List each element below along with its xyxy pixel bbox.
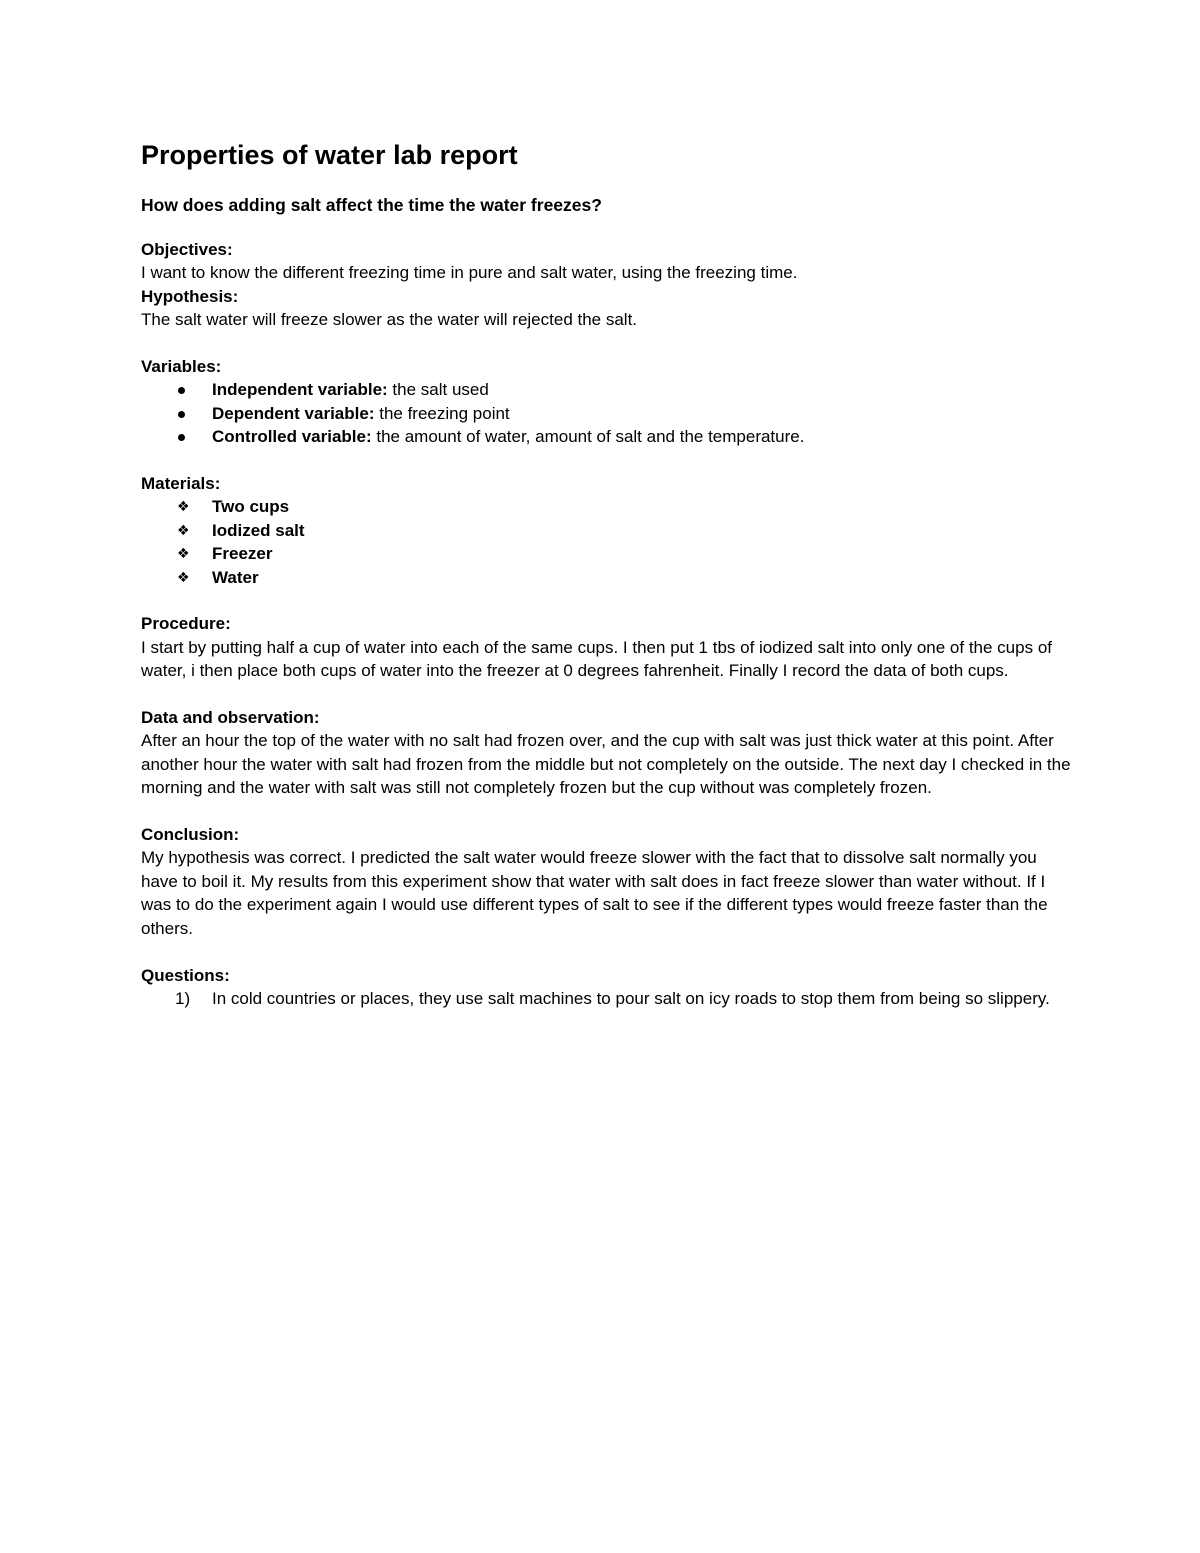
spacer	[141, 217, 1071, 238]
bullet-icon	[178, 411, 185, 418]
list-item	[141, 378, 1071, 401]
variable-label: Controlled variable:	[212, 427, 372, 447]
questions-heading: Questions:	[141, 965, 230, 985]
variable-label: Independent variable:	[212, 380, 388, 400]
diamond-bullet-icon: ❖	[177, 568, 190, 585]
variable-text: the freezing point	[374, 403, 510, 423]
variables-heading: Variables:	[141, 357, 222, 377]
document-page	[141, 138, 1071, 1010]
variables-list	[141, 378, 1071, 448]
conclusion-text: My hypothesis was correct. I predicted the salt water would freeze slower with the fact that to dissolve salt normally you have to boil it. My results from this experiment show that water with salt does in fact freeze slower than water without. If I was to do the experiment again I would use different types of salt to see if the different types would freeze faster than the others.	[141, 848, 1048, 938]
bullet-icon	[178, 387, 185, 394]
list-item	[141, 425, 1071, 448]
list-item	[141, 519, 1071, 542]
procedure-text: I start by putting half a cup of water into each of the same cups. I then put 1 tbs of iodized salt into only one of the cups of water, i then place both cups of water into the freezer at 0 degrees fahrenheit. Finally I record the data of both cups.	[141, 637, 1052, 681]
material-item: Water	[212, 567, 259, 587]
question-text: In cold countries or places, they use salt machines to pour salt on icy roads to stop them from being so slippery.	[212, 988, 1050, 1008]
spacer	[141, 683, 1071, 706]
list-item	[141, 402, 1071, 425]
diamond-bullet-icon: ❖	[177, 521, 190, 538]
variable-label: Dependent variable:	[212, 403, 375, 423]
variable-text: the salt used	[387, 380, 489, 400]
questions-list	[141, 987, 1071, 1010]
spacer	[141, 589, 1071, 612]
document-title: Properties of water lab report	[141, 140, 518, 170]
data-observation-heading: Data and observation:	[141, 708, 320, 728]
variable-text: the amount of water, amount of salt and the temperature.	[371, 427, 805, 447]
material-item: Iodized salt	[212, 520, 305, 540]
research-question: How does adding salt affect the time the water freezes?	[141, 195, 602, 215]
list-item	[141, 987, 1071, 1010]
list-item	[141, 495, 1071, 518]
list-item	[141, 566, 1071, 589]
spacer	[141, 332, 1071, 355]
diamond-bullet-icon: ❖	[177, 498, 190, 515]
spacer	[141, 800, 1071, 823]
data-observation-text: After an hour the top of the water with no salt had frozen over, and the cup with salt was just thick water at this point. After another hour the water with salt had frozen from the middle but not completely on the outside. The next day I checked in the morning and the water with salt was still not completely frozen but the cup without was completely frozen.	[141, 731, 1071, 798]
spacer	[141, 449, 1071, 472]
material-item: Freezer	[212, 544, 273, 564]
objectives-heading: Objectives:	[141, 240, 233, 259]
question-number: 1)	[175, 988, 191, 1008]
procedure-heading: Procedure:	[141, 614, 231, 634]
materials-heading: Materials:	[141, 474, 221, 494]
objectives-text: I want to know the different freezing time in pure and salt water, using the freezing time.	[141, 263, 798, 283]
materials-list	[141, 495, 1071, 589]
material-item: Two cups	[212, 497, 290, 517]
hypothesis-heading: Hypothesis:	[141, 286, 239, 306]
conclusion-heading: Conclusion:	[141, 825, 240, 845]
diamond-bullet-icon: ❖	[177, 545, 190, 562]
bullet-icon	[178, 434, 185, 441]
list-item	[141, 542, 1071, 565]
spacer	[141, 940, 1071, 963]
hypothesis-text: The salt water will freeze slower as the water will rejected the salt.	[141, 310, 638, 330]
